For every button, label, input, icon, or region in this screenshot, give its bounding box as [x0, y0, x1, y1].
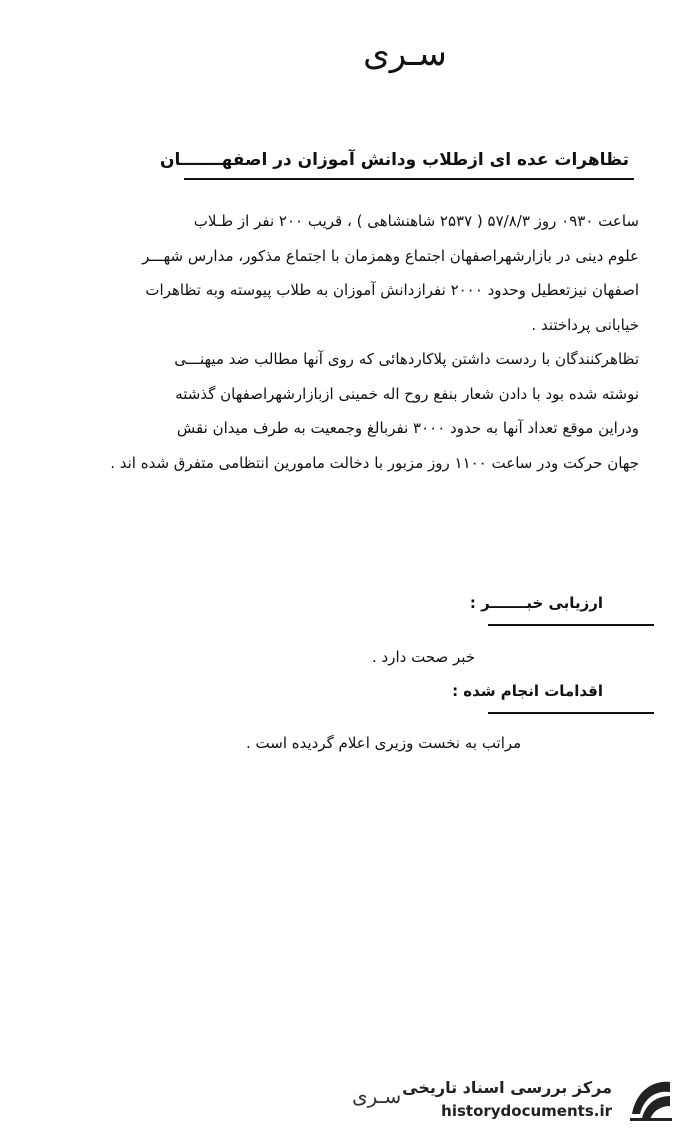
watermark-url: historydocuments.ir [441, 1102, 612, 1120]
report-line: نوشته شده بود با دادن شعار بنفع روح اله خمینی ازبازارشهراصفهان گذشته [175, 384, 639, 403]
archive-watermark [344, 1070, 684, 1128]
watermark-secret-stamp: سـری [352, 1084, 402, 1108]
report-line: ساعت ۰۹۳۰ روز ۵۷/۸/۳ ( ۲۵۳۷ شاهنشاهی ) ، قریب ۲۰۰ نفر از طـلاب [193, 212, 639, 230]
title-underline [184, 178, 634, 180]
classification-mark: سـری [363, 34, 447, 74]
report-line: جهان حرکت ودر ساعت ۱۱۰۰ روز مزبور با دخالت مامورین انتظامی متفرق شده اند . [110, 453, 639, 472]
actions-label: اقدامات انجام شده : [452, 682, 603, 700]
actions-value: مراتب به نخست وزیری اعلام گردیده است . [246, 734, 522, 752]
report-line: خیابانی پرداختند . [531, 315, 639, 334]
document-title: تظاهرات عده ای ازطلاب ودانش آموزان در اصفهـــــــان [160, 150, 629, 170]
report-body [59, 204, 639, 480]
assessment-label: ارزیابی خبـــــــر : [469, 594, 603, 612]
watermark-title: مرکز بررسی اسناد تاریخی [402, 1078, 612, 1097]
archive-logo-icon [626, 1074, 676, 1124]
report-line: تظاهرکنندگان با ردست داشتن پلاکاردهائی که روی آنها مطالب ضد میهنـــی [174, 350, 639, 368]
report-line: اصفهان نیزتعطیل وحدود ۲۰۰۰ نفرازدانش آموزان به طلاب پیوسته وبه تظاهرات [145, 281, 639, 299]
assessment-value: خبر صحت دارد . [372, 648, 476, 666]
report-line: ودراین موقع تعداد آنها به حدود ۳۰۰۰ نفربالغ وجمعیت به طرف میدان نقش [176, 419, 639, 437]
report-line: علوم دینی در بازارشهراصفهان اجتماع وهمزمان با اجتماع مذکور، مدارس شهـــر [142, 246, 639, 265]
assessment-underline [488, 624, 654, 626]
actions-underline [488, 712, 654, 714]
